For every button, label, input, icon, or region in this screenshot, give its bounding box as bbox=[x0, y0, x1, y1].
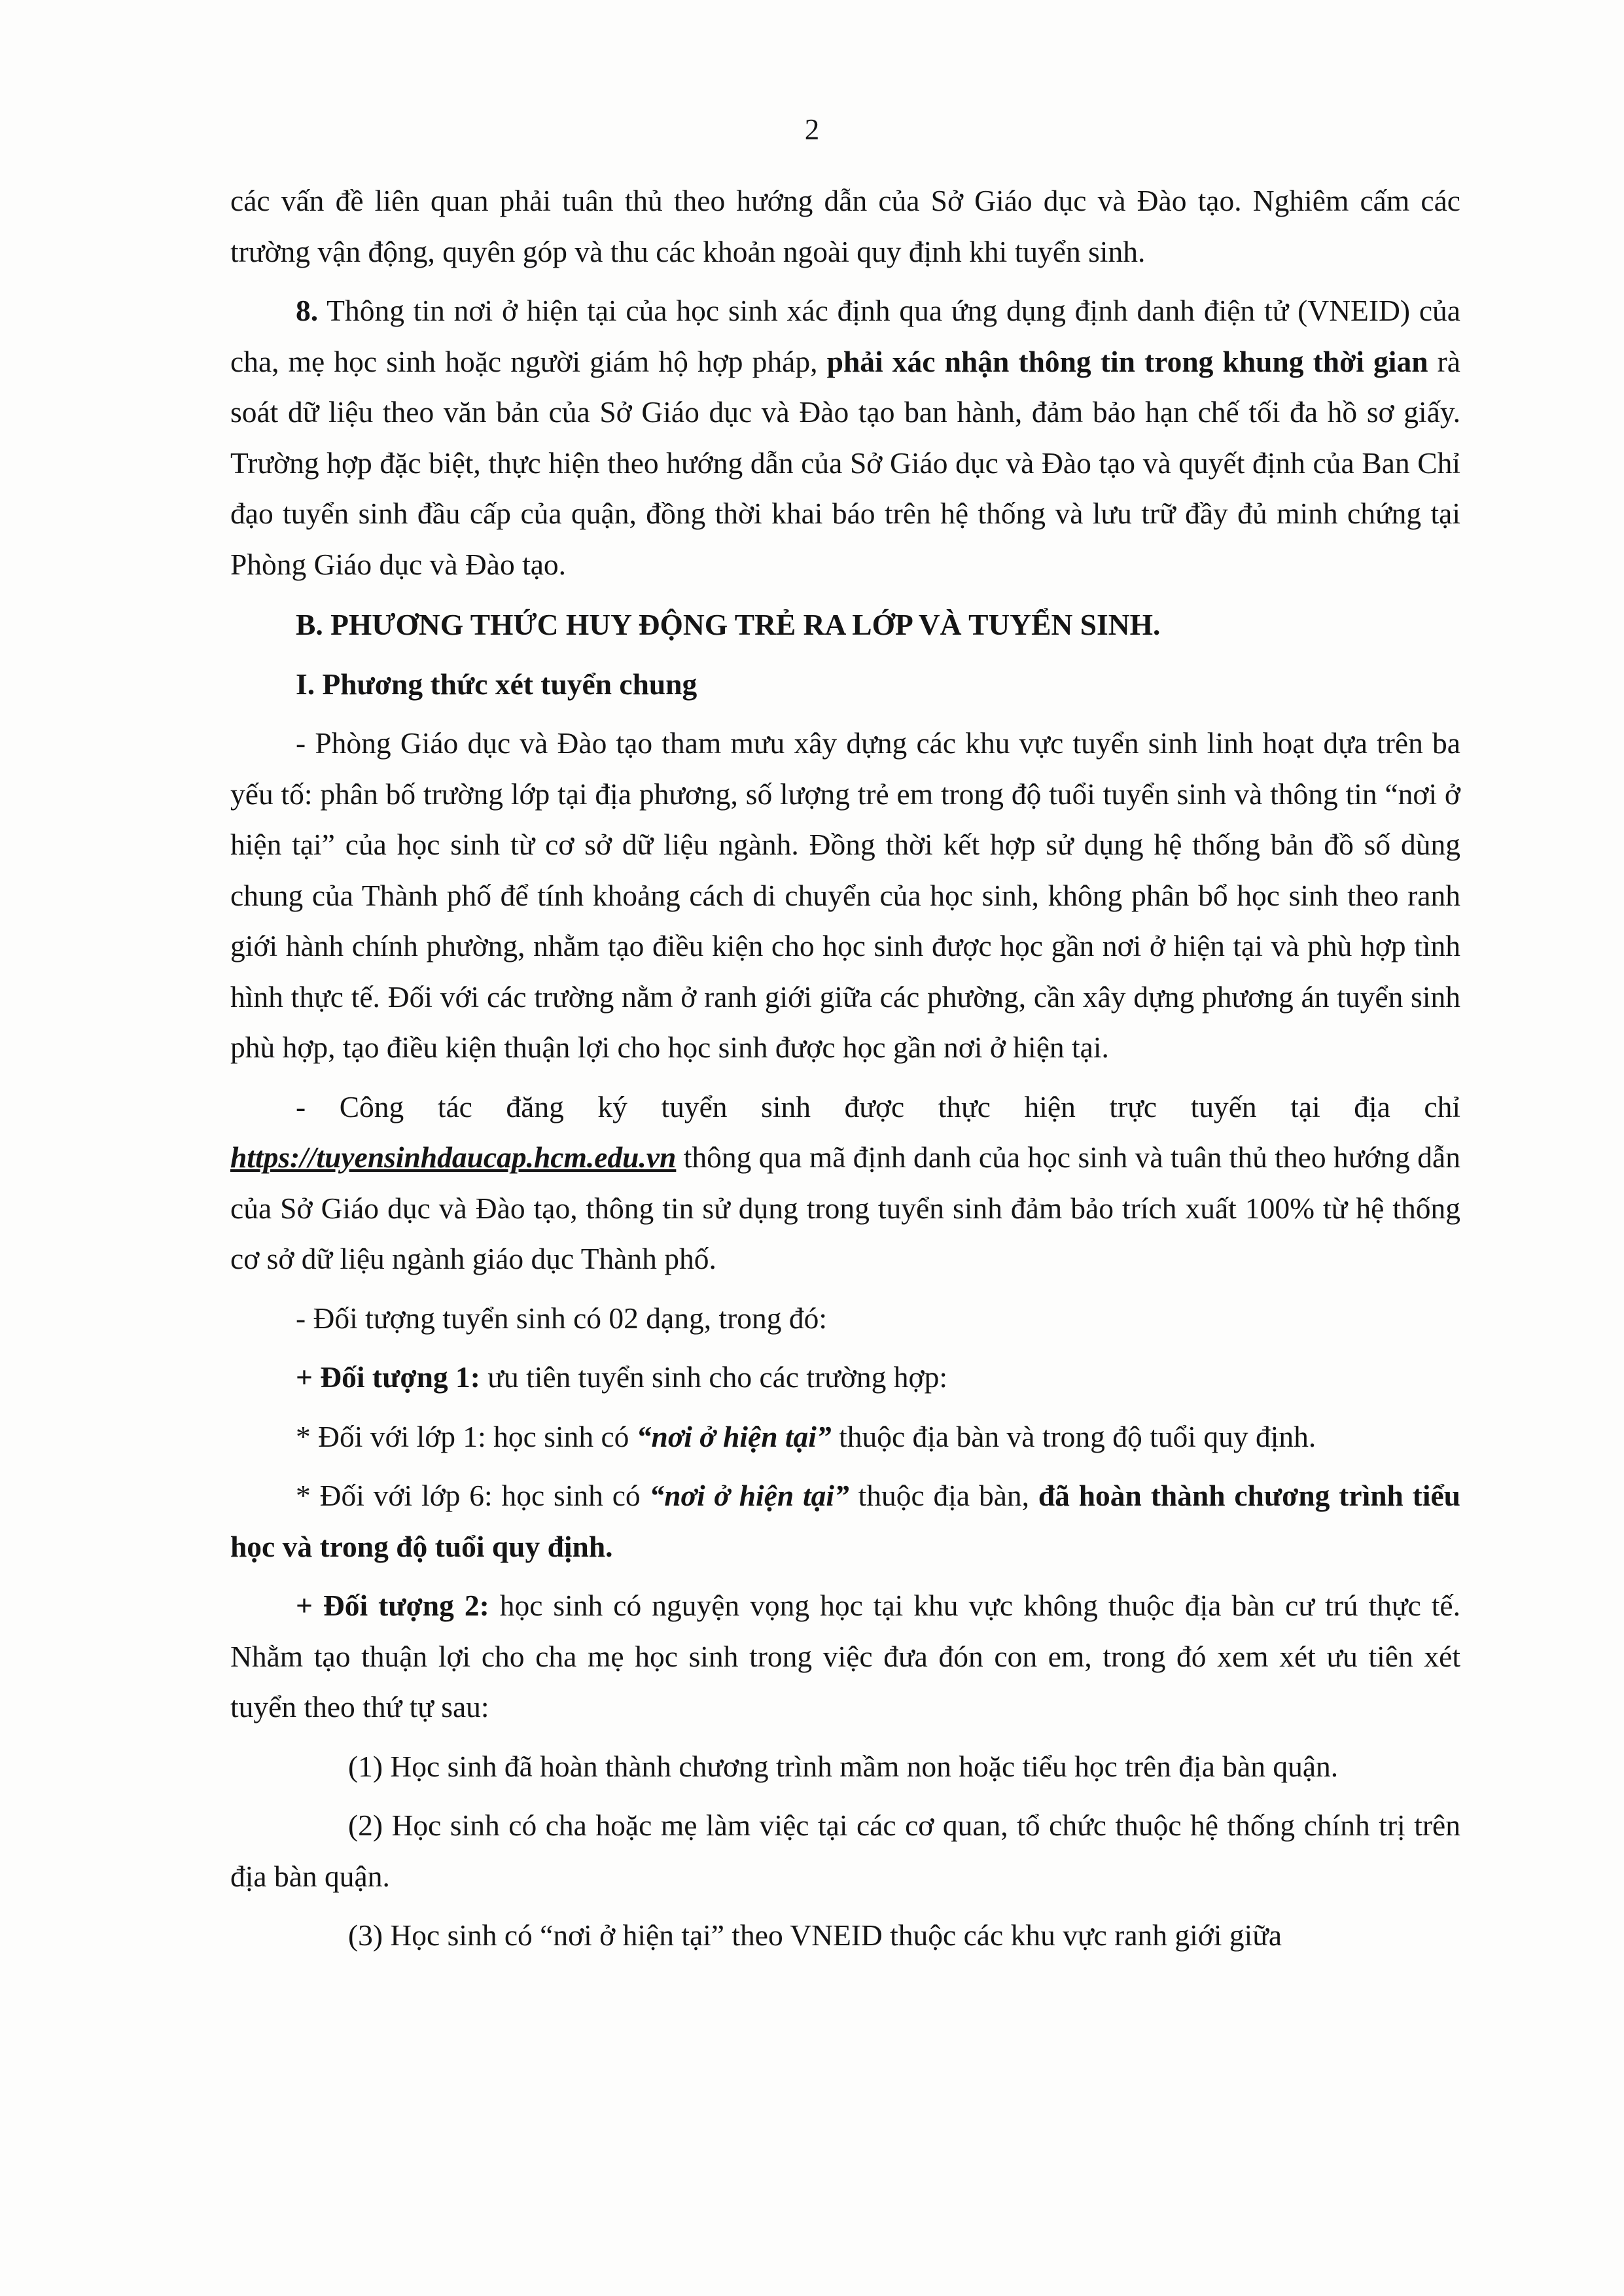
paragraph-target-1 bbox=[230, 1352, 1460, 1403]
paragraph-target-types: - Đối tượng tuyển sinh có 02 dạng, trong đó: bbox=[296, 1301, 828, 1335]
subsection-heading-i: I. Phương thức xét tuyển chung bbox=[296, 667, 697, 701]
document-body bbox=[230, 175, 1460, 1961]
section-heading-b: B. PHƯƠNG THỨC HUY ĐỘNG TRẺ RA LỚP VÀ TUYỂN SINH. bbox=[296, 608, 1161, 641]
priority-item-1: (1) Học sinh đã hoàn thành chương trình mầm non hoặc tiểu học trên địa bàn quận. bbox=[348, 1749, 1339, 1783]
paragraph-text: Thông tin nơi ở hiện tại của học sinh xác định qua ứng dụng định danh điện tử (VNEID) của cha, mẹ học sinh hoặc người giám hộ hợp pháp, bbox=[230, 294, 1460, 378]
paragraph-text: * Đối với lớp 1: học sinh có bbox=[296, 1419, 637, 1453]
paragraph-text: học sinh có nguyện vọng học tại khu vực không thuộc địa bàn cư trú thực tế. Nhằm tạo thuận lợi cho cha mẹ học sinh trong việc đưa đón con em, trong đó xem xét ưu tiên xét tuyển theo thứ tự sau: bbox=[230, 1589, 1460, 1723]
paragraph-registration bbox=[230, 1082, 1460, 1284]
emphasis-text: phải xác nhận thông tin trong khung thời gian bbox=[826, 344, 1428, 378]
paragraph-text: thông qua mã định danh của học sinh và tuân thủ theo hướng dẫn của Sở Giáo dục và Đào tạo, thông tin sử dụng trong tuyển sinh đảm bảo trích xuất 100% từ hệ thống cơ sở dữ liệu ngành giáo dục Thành phố. bbox=[230, 1140, 1460, 1275]
paragraph-text: - Công tác đăng ký tuyển sinh được thực hiện trực tuyến tại địa chỉ bbox=[296, 1089, 1460, 1123]
emphasis-text: “nơi ở hiện tại” bbox=[649, 1479, 849, 1512]
paragraph-target-2 bbox=[230, 1580, 1460, 1733]
priority-item-2: (2) Học sinh có cha hoặc mẹ làm việc tại các cơ quan, tổ chức thuộc hệ thống chính trị trên địa bàn quận. bbox=[230, 1809, 1460, 1893]
paragraph-text: rà soát dữ liệu theo văn bản của Sở Giáo dục và Đào tạo ban hành, đảm bảo hạn chế tối đa hồ sơ giấy. Trường hợp đặc biệt, thực hiện theo hướng dẫn của Sở Giáo dục và Đào tạo và quyết định của Ban Chỉ đạo tuyển sinh đầu cấp của quận, đồng thời khai báo trên hệ thống và lưu trữ đầy đủ minh chứng tại Phòng Giáo dục và Đào tạo. bbox=[230, 344, 1460, 581]
paragraph-grade-6 bbox=[230, 1470, 1460, 1572]
priority-item-3: (3) Học sinh có “nơi ở hiện tại” theo VNEID thuộc các khu vực ranh giới giữa bbox=[348, 1918, 1282, 1952]
paragraph-text: thuộc địa bàn, bbox=[849, 1479, 1038, 1512]
item-number: 8. bbox=[296, 294, 319, 327]
target-label: + Đối tượng 2: bbox=[296, 1589, 489, 1622]
paragraph-text: thuộc địa bàn và trong độ tuổi quy định. bbox=[831, 1419, 1316, 1453]
paragraph-continuation: các vấn đề liên quan phải tuân thủ theo hướng dẫn của Sở Giáo dục và Đào tạo. Nghiêm cấm các trường vận động, quyên góp và thu các khoản ngoài quy định khi tuyển sinh. bbox=[230, 184, 1460, 268]
target-label: + Đối tượng 1: bbox=[296, 1360, 480, 1394]
paragraph-grade-1 bbox=[230, 1411, 1460, 1462]
paragraph-text: * Đối với lớp 6: học sinh có bbox=[296, 1479, 650, 1512]
emphasis-text: đã hoàn thành chương trình tiểu học và trong độ tuổi quy định. bbox=[230, 1479, 1460, 1563]
paragraph-text: ưu tiên tuyển sinh cho các trường hợp: bbox=[480, 1360, 947, 1394]
page-number: 2 bbox=[804, 113, 820, 146]
paragraph-item-8 bbox=[230, 285, 1460, 590]
paragraph-method: - Phòng Giáo dục và Đào tạo tham mưu xây dựng các khu vực tuyển sinh linh hoạt dựa trên ba yếu tố: phân bố trường lớp tại địa phương, số lượng trẻ em trong độ tuổi tuyển sinh và thông tin “nơi ở hiện tại” của học sinh từ cơ sở dữ liệu ngành. Đồng thời kết hợp sử dụng hệ thống bản đồ số dùng chung của Thành phố để tính khoảng cách di chuyển của học sinh, không phân bổ học sinh theo ranh giới hành chính phường, nhằm tạo điều kiện cho học sinh được học gần nơi ở hiện tại và phù hợp tình hình thực tế. Đối với các trường nằm ở ranh giới giữa các phường, cần xây dựng phương án tuyển sinh phù hợp, tạo điều kiện thuận lợi cho học sinh được học gần nơi ở hiện tại. bbox=[230, 726, 1460, 1064]
registration-link[interactable]: https://tuyensinhdaucap.hcm.edu.vn bbox=[230, 1140, 677, 1174]
emphasis-text: “nơi ở hiện tại” bbox=[636, 1419, 832, 1453]
